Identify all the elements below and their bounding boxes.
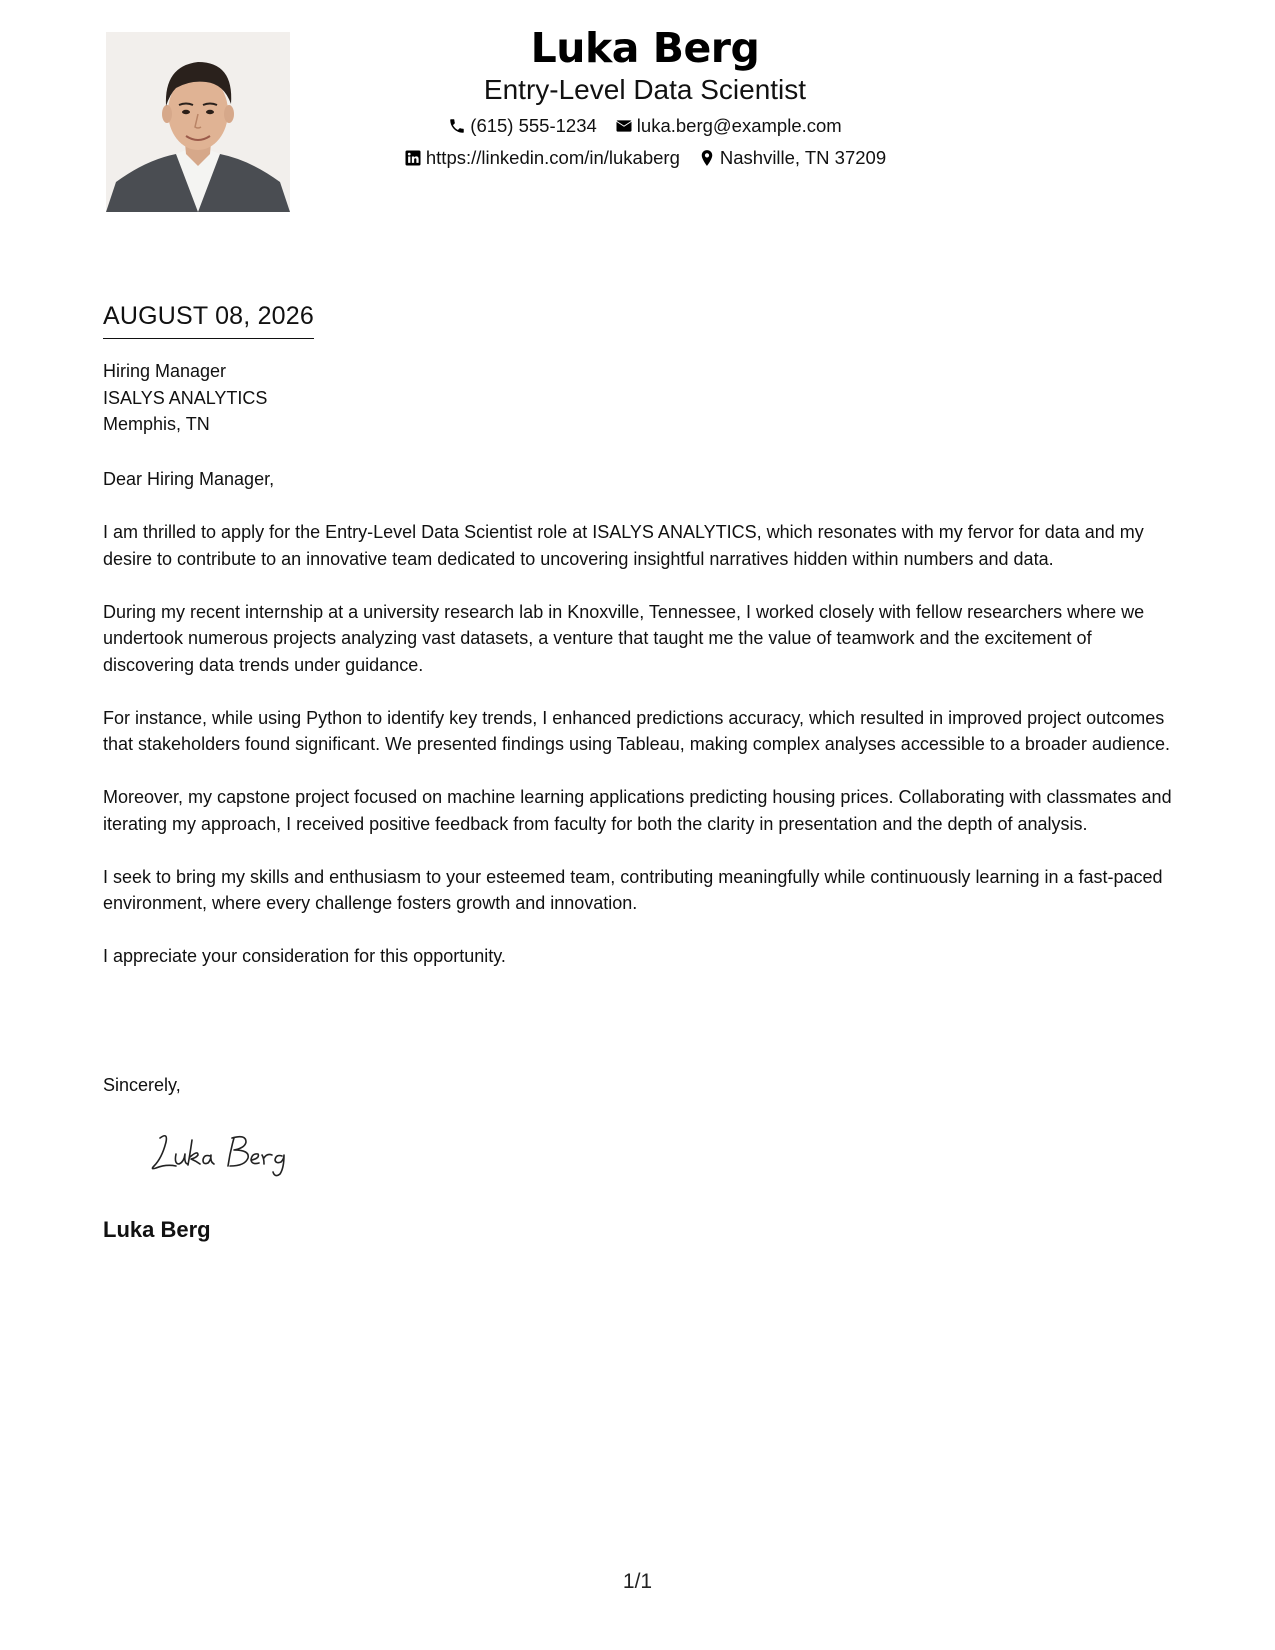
body-paragraph: Moreover, my capstone project focused on machine learning applications predicting housing prices. Collaborating with classmates and iterating my approach, I received positive feedback from faculty for both the clarity in presentation and the depth of analysis. (103, 787, 1172, 834)
phone-contact (448, 113, 597, 139)
applicant-name: Luka Berg (530, 24, 760, 72)
envelope-icon (615, 117, 633, 135)
linkedin-icon (404, 149, 422, 167)
email-contact[interactable] (615, 113, 842, 139)
phone-icon (448, 117, 466, 135)
email-text[interactable]: luka.berg@example.com (636, 115, 842, 136)
handwritten-signature (146, 1128, 326, 1180)
linkedin-text[interactable]: https://linkedin.com/in/lukaberg (425, 147, 680, 168)
profile-photo (106, 32, 290, 212)
body-paragraph: I appreciate your consideration for this opportunity. (103, 946, 506, 966)
recipient-company: ISALYS ANALYTICS (103, 387, 268, 408)
letter-header (300, 22, 990, 171)
recipient-name: Hiring Manager (103, 361, 227, 381)
job-title: Entry-Level Data Scientist (483, 74, 807, 105)
linkedin-contact[interactable] (404, 145, 680, 171)
contact-line-1 (300, 113, 990, 139)
recipient-location: Memphis, TN (103, 414, 210, 434)
body-paragraph: I am thrilled to apply for the Entry-Level Data Scientist role at ISALYS ANALYTICS, which resonates with my fervor for data and my desire to contribute to an innovative team dedicated to uncovering insightful narratives hidden within numbers and data. (103, 522, 1144, 569)
map-pin-icon (698, 149, 716, 167)
contact-line-2 (300, 145, 990, 171)
closing: Sincerely, (103, 1075, 181, 1095)
body-paragraph: I seek to bring my skills and enthusiasm to your esteemed team, contributing meaningfully while continuously learning in a fast-paced environment, where every challenge fosters growth and innovation. (103, 866, 1163, 913)
phone-text: (615) 555-1234 (470, 115, 597, 136)
salutation: Dear Hiring Manager, (103, 469, 275, 489)
page-number: 1/1 (622, 1570, 653, 1593)
location-contact (698, 145, 886, 171)
location-text: Nashville, TN 37209 (719, 147, 887, 168)
body-paragraph: During my recent internship at a university research lab in Knoxville, Tennessee, I worked closely with fellow researchers where we undertook numerous projects analyzing vast datasets, a venture that taught me the value of teamwork and the excitement of discovering data trends under guidance. (103, 601, 1145, 675)
signer-name: Luka Berg (103, 1217, 211, 1242)
body-paragraph: For instance, while using Python to identify key trends, I enhanced predictions accuracy, which resulted in improved project outcomes that stakeholders found significant. We presented findings using Tableau, making complex analyses accessible to a broader audience. (103, 707, 1170, 754)
recipient-block (103, 358, 267, 438)
letter-date: AUGUST 08, 2026 (103, 300, 314, 339)
letter-body (103, 466, 1178, 996)
